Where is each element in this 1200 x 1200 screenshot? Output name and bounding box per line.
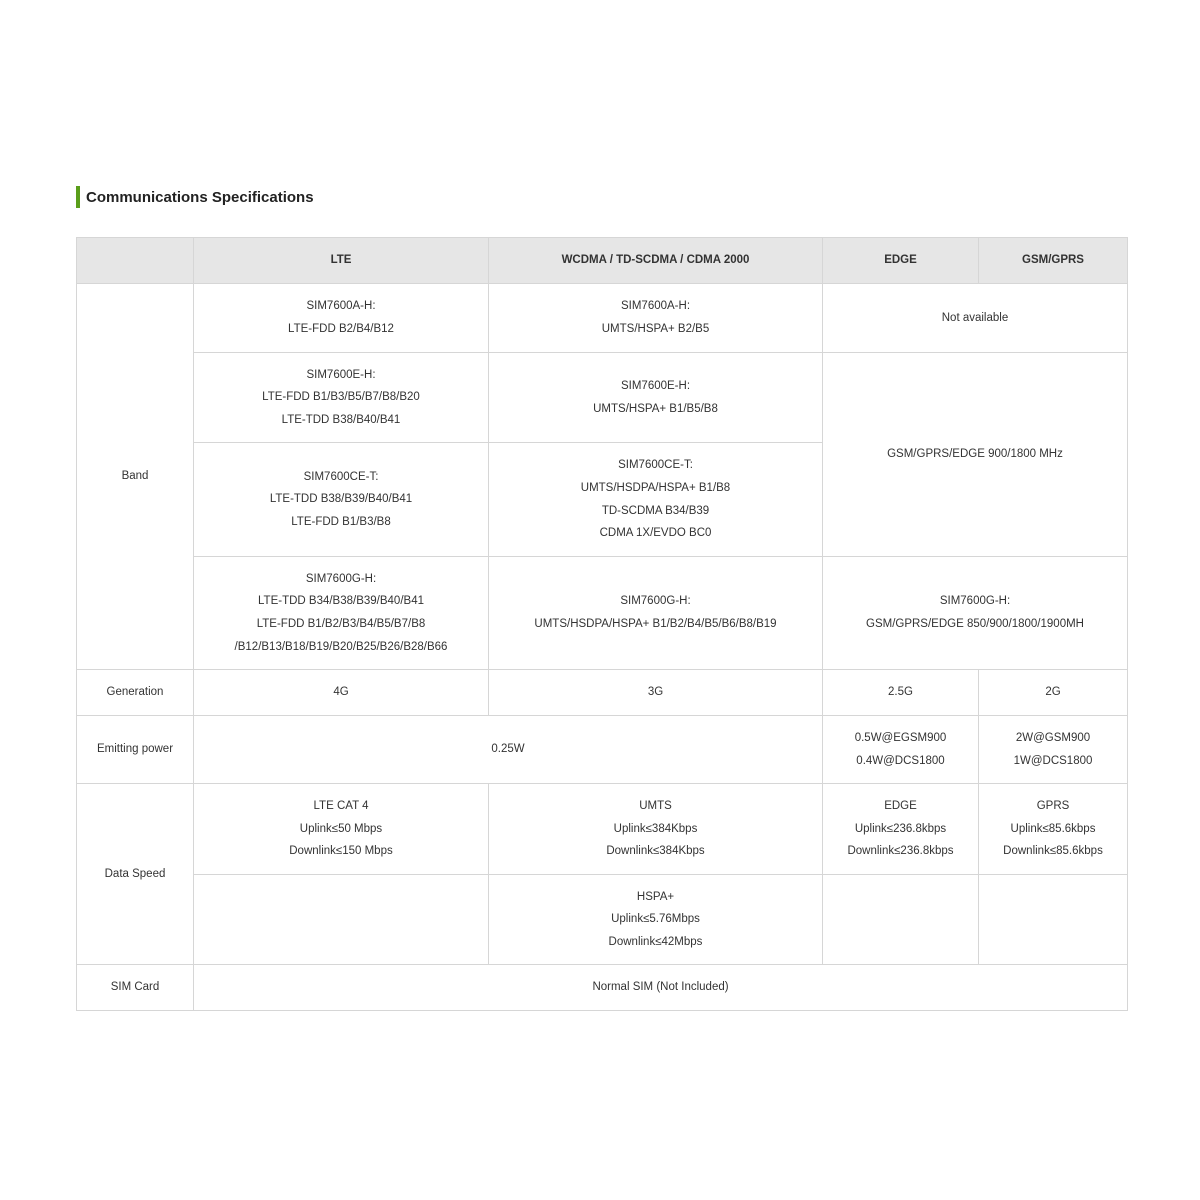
cell-line: SIM7600CE-T: xyxy=(618,459,693,472)
cell-line: LTE CAT 4 xyxy=(313,800,369,813)
cell-line: SIM7600G-H: xyxy=(620,595,691,608)
header-lte: LTE xyxy=(194,238,489,284)
data-speed-lte xyxy=(194,784,489,875)
band-ce-wcdma xyxy=(489,443,823,557)
cell-line: 0.5W@EGSM900 xyxy=(854,731,947,744)
generation-edge: 2.5G xyxy=(823,670,979,716)
cell-line: UMTS/HSDPA/HSPA+ B1/B2/B4/B5/B6/B8/B19 xyxy=(534,618,777,630)
table-row xyxy=(77,875,1128,965)
cell-line: LTE-TDD B34/B38/B39/B40/B41 xyxy=(258,595,424,608)
table-row xyxy=(77,716,1128,784)
heading-accent-bar xyxy=(76,186,80,208)
data-speed-edge-empty xyxy=(823,875,979,965)
cell-line: GPRS xyxy=(1036,800,1070,813)
cell-line: 2W@GSM900 xyxy=(1015,731,1091,744)
table-row xyxy=(77,557,1128,670)
band-ce-lte xyxy=(194,443,489,557)
table-row xyxy=(77,965,1128,1011)
generation-lte: 4G xyxy=(194,670,489,716)
band-a-lte xyxy=(194,284,489,353)
table-row xyxy=(77,670,1128,716)
data-speed-hspa xyxy=(489,875,823,965)
cell-line: Uplink≤384Kbps xyxy=(613,822,698,835)
cell-line: UMTS/HSDPA/HSPA+ B1/B8 xyxy=(580,481,731,494)
cell-line: SIM7600G-H: xyxy=(305,572,377,585)
table-row xyxy=(77,353,1128,443)
band-g-lte xyxy=(194,557,489,670)
table-row xyxy=(77,284,1128,353)
cell-line: 1W@DCS1800 xyxy=(1013,754,1093,767)
communications-spec-table xyxy=(76,237,1128,1011)
cell-line: SIM7600A-H: xyxy=(306,300,376,313)
cell-line: SIM7600E-H: xyxy=(620,379,691,392)
cell-line: LTE-FDD B1/B2/B3/B4/B5/B7/B8 xyxy=(256,618,426,630)
cell-line: EDGE xyxy=(884,800,917,813)
header-gsm-gprs: GSM/GPRS xyxy=(979,238,1128,284)
row-label-emitting-power: Emitting power xyxy=(77,716,194,784)
emitting-power-lte-wcdma: 0.25W xyxy=(194,716,823,784)
emitting-power-edge xyxy=(823,716,979,784)
cell-line: LTE-TDD B38/B40/B41 xyxy=(281,413,401,426)
cell-line: Downlink≤150 Mbps xyxy=(289,845,393,858)
header-empty-cell xyxy=(77,238,194,284)
row-label-generation: Generation xyxy=(77,670,194,716)
band-a-wcdma xyxy=(489,284,823,353)
band-e-wcdma xyxy=(489,353,823,443)
band-g-gsm-edge xyxy=(823,557,1128,670)
cell-line: GSM/GPRS/EDGE 850/900/1800/1900MH xyxy=(866,618,1084,630)
row-label-band: Band xyxy=(77,284,194,670)
table-header-row xyxy=(77,238,1128,284)
cell-line: CDMA 1X/EVDO BC0 xyxy=(599,527,712,540)
cell-line: SIM7600A-H: xyxy=(620,300,691,313)
cell-line: Uplink≤5.76Mbps xyxy=(611,913,700,926)
row-label-sim-card: SIM Card xyxy=(77,965,194,1011)
cell-line: TD-SCDMA B34/B39 xyxy=(601,504,710,517)
data-speed-edge xyxy=(823,784,979,875)
header-edge: EDGE xyxy=(823,238,979,284)
section-heading xyxy=(76,186,314,208)
cell-line: UMTS xyxy=(639,800,672,813)
cell-line: UMTS/HSPA+ B1/B5/B8 xyxy=(593,402,718,415)
row-label-data-speed: Data Speed xyxy=(77,784,194,965)
cell-line: Uplink≤85.6kbps xyxy=(1010,822,1096,835)
cell-line: Uplink≤236.8kbps xyxy=(854,822,947,835)
cell-line: /B12/B13/B18/B19/B20/B25/B26/B28/B66 xyxy=(234,640,448,653)
generation-gsm: 2G xyxy=(979,670,1128,716)
band-e-ce-gsm-edge: GSM/GPRS/EDGE 900/1800 MHz xyxy=(823,353,1128,557)
section-title: Communications Specifications xyxy=(86,188,314,206)
cell-line: 0.4W@DCS1800 xyxy=(856,754,945,767)
cell-line: LTE-TDD B38/B39/B40/B41 xyxy=(269,493,413,506)
cell-line: LTE-FDD B1/B3/B8 xyxy=(291,515,391,528)
data-speed-umts xyxy=(489,784,823,875)
header-wcdma: WCDMA / TD-SCDMA / CDMA 2000 xyxy=(489,238,823,284)
band-g-wcdma xyxy=(489,557,823,670)
cell-line: SIM7600G-H: xyxy=(939,595,1011,608)
data-speed-gprs-empty xyxy=(979,875,1128,965)
band-e-lte xyxy=(194,353,489,443)
emitting-power-gsm xyxy=(979,716,1128,784)
cell-line: Downlink≤384Kbps xyxy=(606,845,705,858)
cell-line: HSPA+ xyxy=(636,890,675,903)
cell-line: Downlink≤85.6kbps xyxy=(1003,845,1103,858)
cell-line: LTE-FDD B2/B4/B12 xyxy=(288,323,394,335)
table-row xyxy=(77,784,1128,875)
cell-line: Uplink≤50 Mbps xyxy=(299,822,383,835)
generation-wcdma: 3G xyxy=(489,670,823,716)
cell-line: Downlink≤42Mbps xyxy=(608,935,703,948)
sim-card-value: Normal SIM (Not Included) xyxy=(194,965,1128,1011)
cell-line: SIM7600CE-T: xyxy=(303,470,379,483)
cell-line: SIM7600E-H: xyxy=(306,368,376,381)
cell-line: Downlink≤236.8kbps xyxy=(847,845,954,858)
band-a-gsm-edge: Not available xyxy=(823,284,1128,353)
cell-line: LTE-FDD B1/B3/B5/B7/B8/B20 xyxy=(262,391,420,404)
cell-line: UMTS/HSPA+ B2/B5 xyxy=(601,323,710,335)
data-speed-gprs xyxy=(979,784,1128,875)
data-speed-lte-empty xyxy=(194,875,489,965)
